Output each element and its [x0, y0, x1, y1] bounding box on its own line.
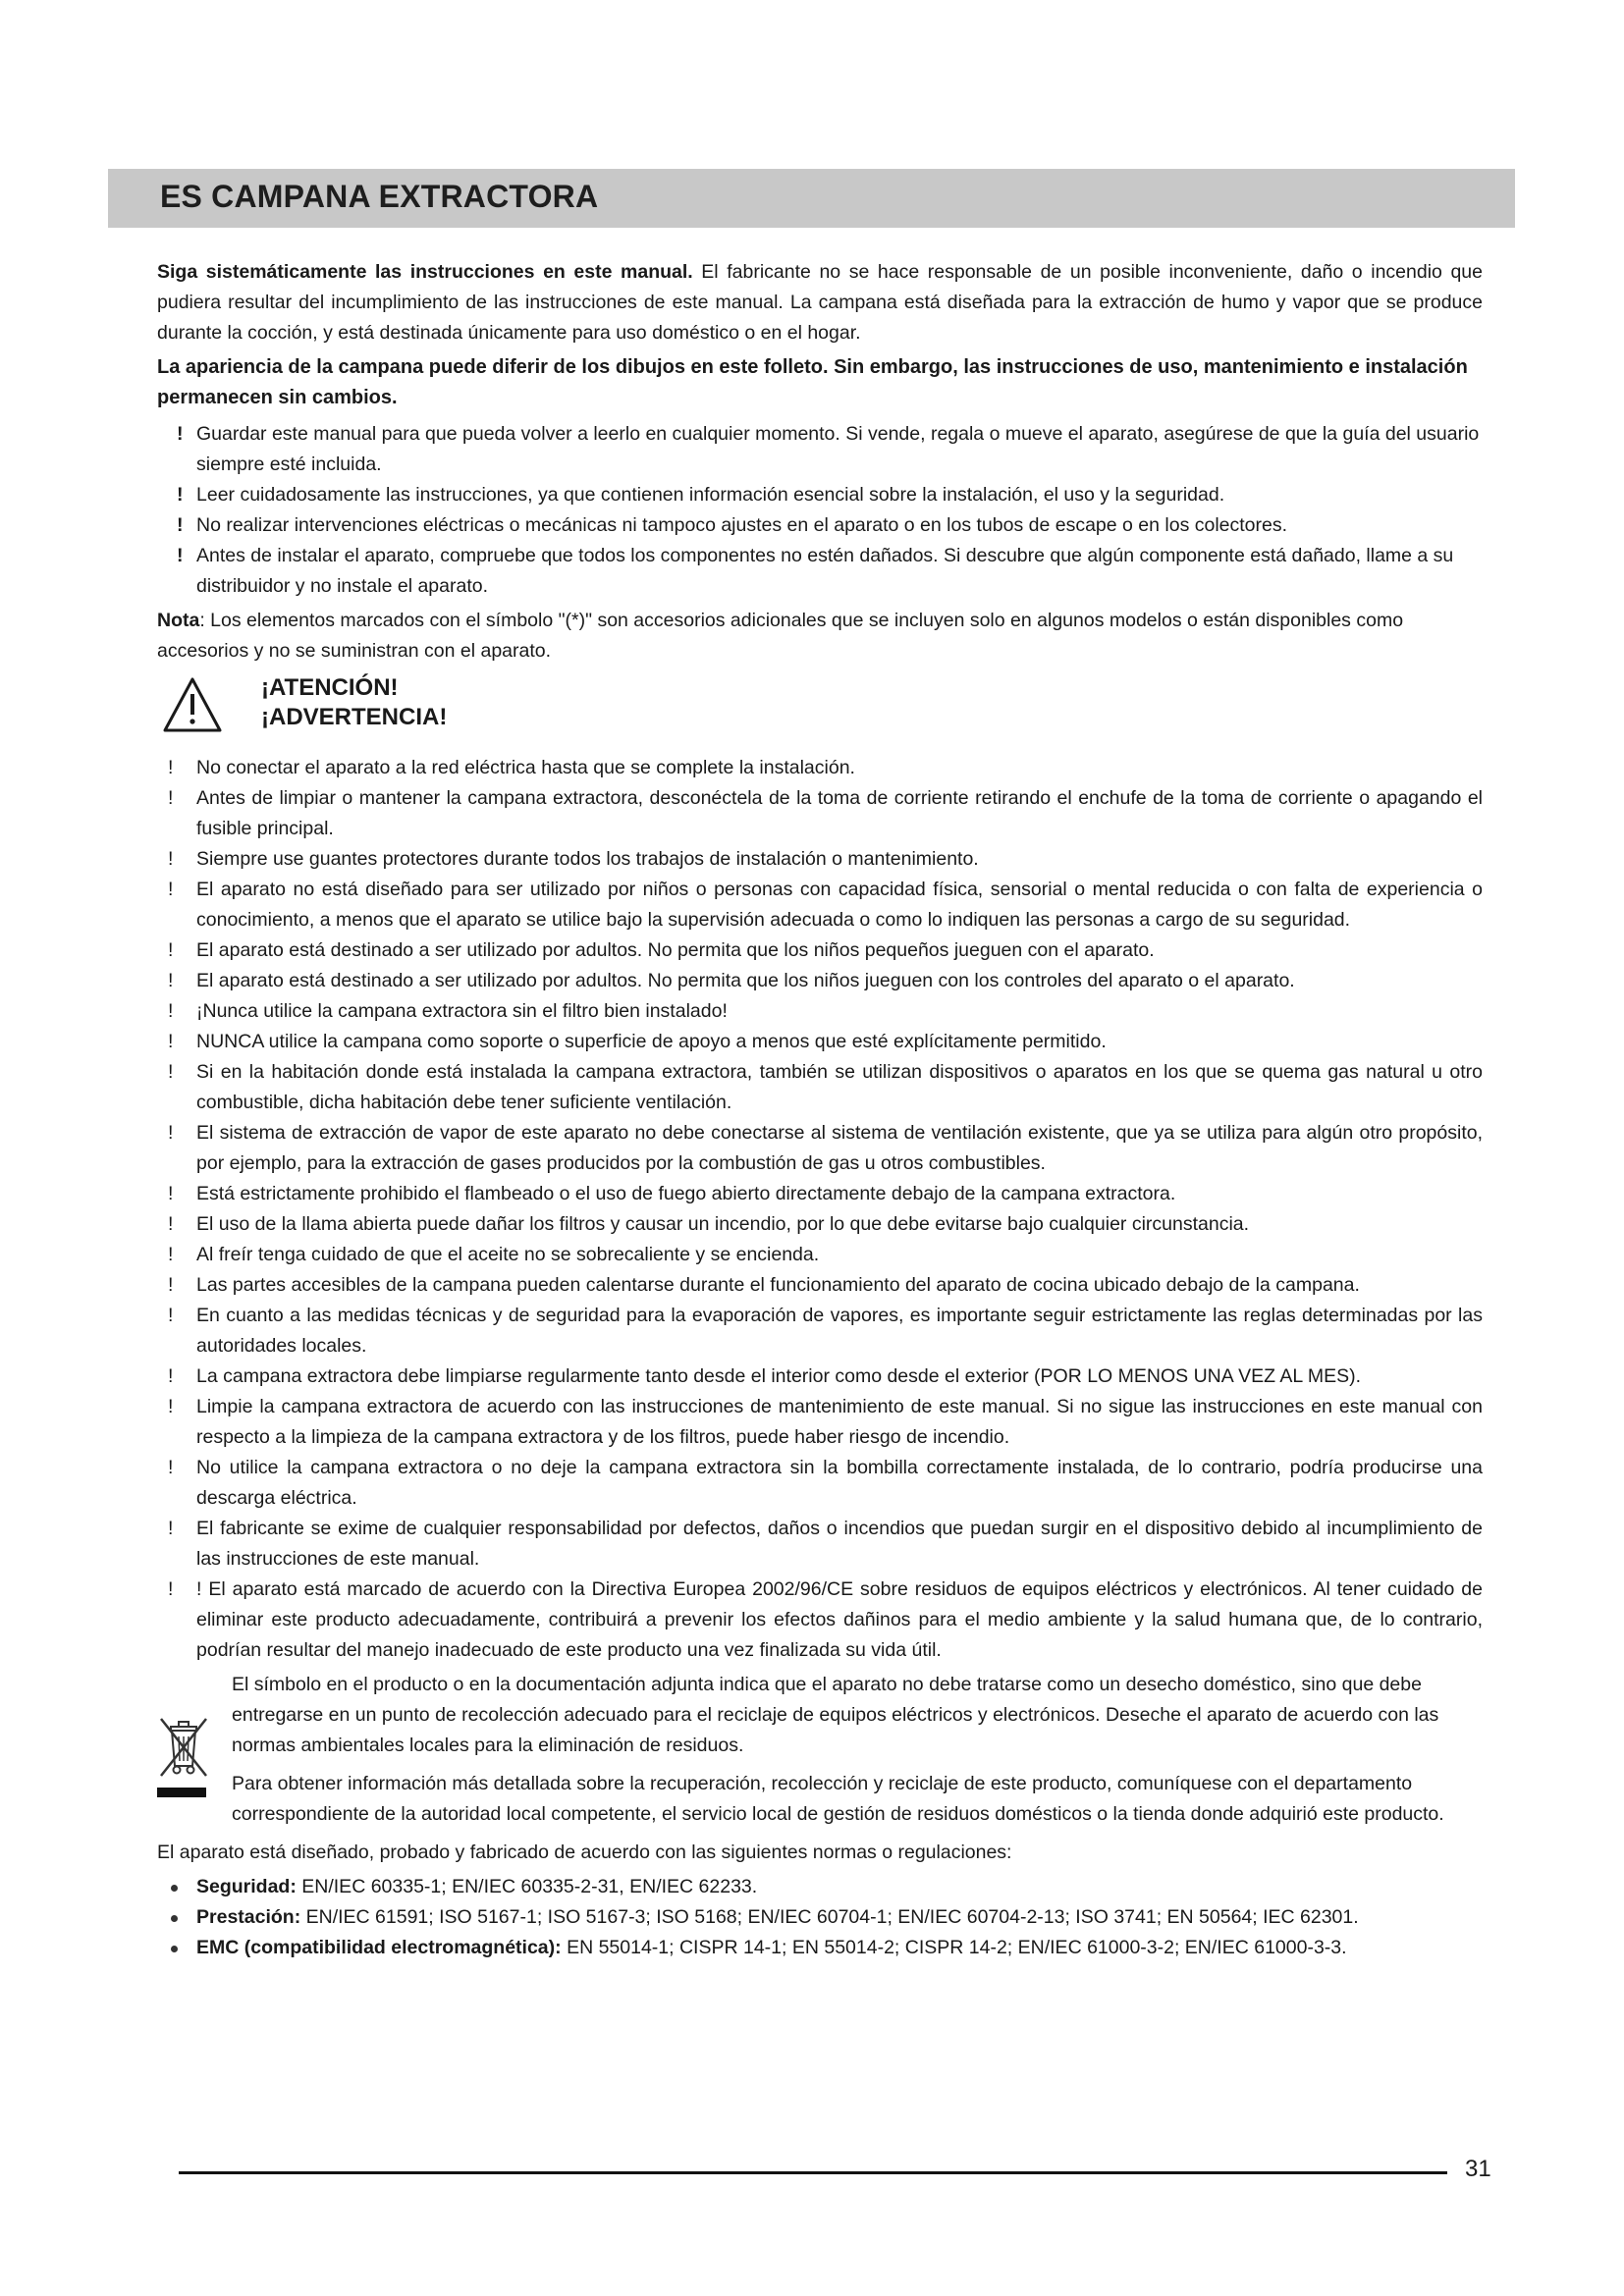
exclamation-icon: !	[168, 1396, 174, 1417]
exclamation-icon: !	[177, 514, 184, 536]
list-item-text: No conectar el aparato a la red eléctrica hasta que se complete la instalación.	[196, 757, 855, 778]
note-text: : Los elementos marcados con el símbolo "(*)" son accesorios adicionales que se incluyen solo en algunos modelos o están disponibles como accesorios y no se suministran con el aparato.	[157, 610, 1404, 662]
standard-text: EN 55014-1; CISPR 14-1; EN 55014-2; CISPR 14-2; EN/IEC 61000-3-2; EN/IEC 61000-3-3.	[561, 1937, 1347, 1958]
list-item-text: Guardar este manual para que pueda volver a leerlo en cualquier momento. Si vende, regala o mueve el aparato, asegúrese de que la guía del usuario siempre esté incluida.	[196, 423, 1480, 475]
exclamation-icon: !	[168, 939, 174, 961]
exclamation-icon: !	[168, 1244, 174, 1265]
warning-title-warning: ¡ADVERTENCIA!	[261, 704, 448, 730]
list-item-text: ¡Nunca utilice la campana extractora sin el filtro bien instalado!	[196, 1000, 728, 1022]
list-item-text: Leer cuidadosamente las instrucciones, ya que contienen información esencial sobre la instalación, el uso y la seguridad.	[196, 484, 1225, 506]
list-item-text: Las partes accesibles de la campana pueden calentarse durante el funcionamiento del aparato de cocina ubicado debajo de la campana.	[196, 1274, 1360, 1296]
standard-label: EMC (compatibilidad electromagnética):	[196, 1937, 562, 1958]
exclamation-icon: !	[168, 757, 174, 778]
list-item	[157, 480, 1483, 510]
warning-list	[157, 753, 1483, 1666]
list-item-text: El sistema de extracción de vapor de este aparato no debe conectarse al sistema de ventilación existente, que ya se utiliza para algún otro propósito, por ejemplo, para la extracción de gases producidos por la combustión de gas u otros combustibles.	[196, 1122, 1483, 1174]
list-item	[157, 1392, 1483, 1453]
page-title: ES CAMPANA EXTRACTORA	[160, 179, 599, 214]
list-item	[157, 1118, 1483, 1179]
list-item-text: Limpie la campana extractora de acuerdo con las instrucciones de mantenimiento de este manual. Si no sigue las instrucciones en este manual con respecto a la limpieza de la campana extractora y de los filtros, puede haber riesgo de incendio.	[196, 1396, 1483, 1448]
list-item	[157, 1514, 1483, 1575]
exclamation-icon: !	[168, 787, 174, 809]
list-item	[157, 1057, 1483, 1118]
list-item	[157, 1270, 1483, 1301]
weee-section	[157, 1670, 1483, 1830]
list-item-text: La campana extractora debe limpiarse regularmente tanto desde el interior como desde el exterior (POR LO MENOS UNA VEZ AL MES).	[196, 1365, 1362, 1387]
bullet-icon	[171, 1885, 178, 1892]
main-content	[157, 257, 1483, 1963]
note-paragraph	[157, 606, 1483, 667]
list-item-text: El aparato no está diseñado para ser utilizado por niños o personas con capacidad física, sensorial o mental reducida o con falta de experiencia o conocimiento, a menos que el aparato se utilice bajo la supervisión adecuada o como lo indiquen las personas a cargo de su seguridad.	[196, 879, 1483, 931]
exclamation-icon: !	[168, 879, 174, 900]
exclamation-icon: !	[168, 970, 174, 991]
exclamation-icon: !	[168, 1578, 174, 1600]
list-item	[157, 844, 1483, 875]
standard-label: Prestación:	[196, 1906, 301, 1928]
list-item	[157, 1209, 1483, 1240]
intro-bold: Siga sistemáticamente las instrucciones en este manual.	[157, 261, 693, 283]
exclamation-icon: !	[177, 423, 184, 445]
list-item-text: Al freír tenga cuidado de que el aceite no se sobrecaliente y se encienda.	[196, 1244, 820, 1265]
appearance-notice: La apariencia de la campana puede diferir de los dibujos en este folleto. Sin embargo, las instrucciones de uso, mantenimiento e instalación permanecen sin cambios.	[157, 356, 1468, 408]
exclamation-icon: !	[177, 545, 184, 566]
standard-text: EN/IEC 61591; ISO 5167-1; ISO 5167-3; ISO 5168; EN/IEC 60704-1; EN/IEC 60704-2-13; ISO 3741; EN 50564; IEC 62301.	[300, 1906, 1359, 1928]
note-label: Nota	[157, 610, 200, 631]
exclamation-icon: !	[168, 1518, 174, 1539]
standards-intro: El aparato está diseñado, probado y fabricado de acuerdo con las siguientes normas o regulaciones:	[157, 1842, 1012, 1863]
warning-triangle-icon	[162, 676, 223, 733]
list-item	[157, 541, 1483, 602]
list-item-text: El fabricante se exime de cualquier responsabilidad por defectos, daños o incendios que puedan surgir en el dispositivo debido al incumplimiento de las instrucciones de este manual.	[196, 1518, 1483, 1570]
weee-paragraph: Para obtener información más detallada sobre la recuperación, recolección y reciclaje de este producto, comuníquese con el departamento correspondiente de la autoridad local competente, el servicio local de gestión de residuos domésticos o la tienda donde adquirió este producto.	[232, 1773, 1444, 1825]
standard-text: EN/IEC 60335-1; EN/IEC 60335-2-31, EN/IEC 62233.	[296, 1876, 758, 1897]
list-item	[157, 875, 1483, 935]
list-item-text: NUNCA utilice la campana como soporte o superficie de apoyo a menos que esté explícitamente permitido.	[196, 1031, 1107, 1052]
list-item	[157, 1027, 1483, 1057]
list-item-text: Si en la habitación donde está instalada la campana extractora, también se utilizan dispositivos o aparatos en los que se quema gas natural u otro combustible, dicha habitación debe tener suficiente ventilación.	[196, 1061, 1483, 1113]
exclamation-icon: !	[177, 484, 184, 506]
intro-text: El fabricante no se hace responsable de un posible inconveniente, daño o incendio que pudiera resultar del incumplimiento de las instrucciones de este manual. La campana está diseñada para la extracción de humo y vapor que se produce durante la cocción, y está destinada únicamente para uso doméstico o en el hogar.	[157, 261, 1483, 344]
list-item-text: Siempre use guantes protectores durante todos los trabajos de instalación o mantenimiento.	[196, 848, 979, 870]
list-item	[157, 1902, 1483, 1933]
exclamation-icon: !	[168, 1457, 174, 1478]
exclamation-icon: !	[168, 848, 174, 870]
list-item	[157, 1453, 1483, 1514]
list-item-text: Antes de instalar el aparato, compruebe que todos los componentes no estén dañados. Si descubre que algún componente está dañado, llame a su distribuidor y no instale el aparato.	[196, 545, 1454, 597]
exclamation-icon: !	[168, 1305, 174, 1326]
list-item-text: No realizar intervenciones eléctricas o mecánicas ni tampoco ajustes en el aparato o en los tubos de escape o en los colectores.	[196, 514, 1288, 536]
intro-paragraph	[157, 257, 1483, 348]
exclamation-icon: !	[168, 1061, 174, 1083]
list-item	[157, 935, 1483, 966]
list-item-text: El aparato está destinado a ser utilizado por adultos. No permita que los niños jueguen con los controles del aparato o el aparato.	[196, 970, 1295, 991]
exclamation-icon: !	[168, 1365, 174, 1387]
list-item	[157, 419, 1483, 480]
list-item-text: Está estrictamente prohibido el flambeado o el uso de fuego abierto directamente debajo de la campana extractora.	[196, 1183, 1176, 1204]
list-item	[157, 996, 1483, 1027]
list-item	[157, 1240, 1483, 1270]
footer-rule	[179, 2171, 1447, 2174]
list-item	[157, 753, 1483, 783]
general-instructions-list	[157, 419, 1483, 602]
warning-heading	[157, 672, 1483, 755]
standards-list	[157, 1872, 1483, 1963]
bullet-icon	[171, 1915, 178, 1922]
section-header	[108, 169, 1515, 228]
list-item	[157, 1933, 1483, 1963]
bullet-icon	[171, 1946, 178, 1952]
weee-bar	[157, 1788, 206, 1797]
crossed-out-bin-icon	[157, 1713, 210, 1782]
list-item	[157, 783, 1483, 844]
list-item-text: El uso de la llama abierta puede dañar los filtros y causar un incendio, por lo que debe evitarse bajo cualquier circunstancia.	[196, 1213, 1250, 1235]
exclamation-icon: !	[168, 1274, 174, 1296]
list-item	[157, 1362, 1483, 1392]
list-item-text: Antes de limpiar o mantener la campana extractora, desconéctela de la toma de corriente retirando el enchufe de la toma de corriente o apagando el fusible principal.	[196, 787, 1483, 839]
list-item	[157, 510, 1483, 541]
list-item	[157, 1179, 1483, 1209]
list-item	[157, 1301, 1483, 1362]
list-item	[157, 1872, 1483, 1902]
standard-label: Seguridad:	[196, 1876, 297, 1897]
list-item-text: El aparato está destinado a ser utilizado por adultos. No permita que los niños pequeños jueguen con el aparato.	[196, 939, 1155, 961]
warning-title-attention: ¡ATENCIÓN!	[261, 674, 399, 701]
list-item-text: No utilice la campana extractora o no deje la campana extractora sin la bombilla correctamente instalada, de lo contrario, podría producirse una descarga eléctrica.	[196, 1457, 1483, 1509]
exclamation-icon: !	[168, 1031, 174, 1052]
exclamation-icon: !	[168, 1122, 174, 1144]
exclamation-icon: !	[168, 1183, 174, 1204]
page-number: 31	[1465, 2156, 1491, 2182]
list-item-text: En cuanto a las medidas técnicas y de seguridad para la evaporación de vapores, es importante seguir estrictamente las reglas determinadas por las autoridades locales.	[196, 1305, 1483, 1357]
list-item-text: ! El aparato está marcado de acuerdo con la Directiva Europea 2002/96/CE sobre residuos de equipos eléctricos y electrónicos. Al tener cuidado de eliminar este producto adecuadamente, contribuirá a prevenir los efectos dañinos para el medio ambiente y la salud humana que, de lo contrario, podrían resultar del manejo inadecuado de este producto una vez finalizada su vida útil.	[196, 1578, 1483, 1661]
weee-paragraph: El símbolo en el producto o en la documentación adjunta indica que el aparato no debe tratarse como un desecho doméstico, sino que debe entregarse en un punto de recolección adecuado para el reciclaje de equipos eléctricos y electrónicos. Deseche el aparato de acuerdo con las normas ambientales locales para la eliminación de residuos.	[232, 1674, 1439, 1756]
exclamation-icon: !	[168, 1000, 174, 1022]
list-item	[157, 966, 1483, 996]
list-item	[157, 1575, 1483, 1666]
exclamation-icon: !	[168, 1213, 174, 1235]
